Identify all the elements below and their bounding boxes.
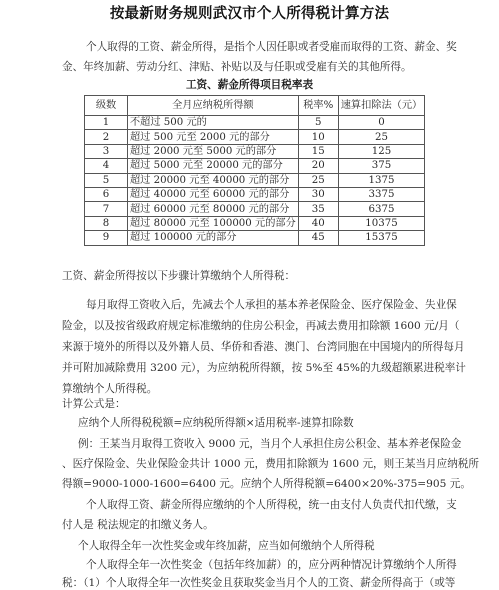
cell-quick-deduction: 15375 <box>338 231 425 245</box>
header-income-range: 全月应纳税所得额 <box>128 96 299 116</box>
cell-income-range: 超过 20000 元至 40000 元的部分 <box>128 173 299 187</box>
example-line-1: 例：王某当月取得工资收入 9000 元，当月个人承担住房公积金、基本养老保险金 <box>78 438 462 450</box>
cell-income-range: 超过 80000 元至 100000 元的部分 <box>128 216 299 230</box>
cell-income-range: 超过 40000 元至 60000 元的部分 <box>128 187 299 201</box>
cell-quick-deduction: 6375 <box>338 202 425 216</box>
cell-level: 7 <box>85 202 128 216</box>
steps-heading: 工资、薪金所得按以下步骤计算缴纳个人所得税： <box>62 270 296 282</box>
cell-level: 4 <box>85 159 128 173</box>
bonus-heading: 个人取得全年一次性奖金或年终加薪，应当如何缴纳个人所得税 <box>78 540 375 552</box>
cell-quick-deduction: 25 <box>338 130 425 144</box>
cell-tax-rate: 10 <box>298 130 338 144</box>
cell-tax-rate: 5 <box>298 116 338 130</box>
example-line-2: 、医疗保险金、失业保险金共计 1000 元，费用扣除额为 1600 元，则王某当月应纳税所 <box>62 458 479 470</box>
monthly-line-3: 来源于境外的所得以及外籍人员、华侨和香港、澳门、台湾同胞在中国境内的所得每月 <box>62 341 465 353</box>
table-row <box>85 231 425 245</box>
cell-tax-rate: 15 <box>298 144 338 158</box>
table-row <box>85 187 425 201</box>
cell-tax-rate: 40 <box>298 216 338 230</box>
formula-text: 应纳个人所得税税额=应纳税所得额×适用税率-速算扣除数 <box>78 417 354 429</box>
table-row <box>85 173 425 187</box>
cell-quick-deduction: 1375 <box>338 173 425 187</box>
cell-level: 2 <box>85 130 128 144</box>
cell-quick-deduction: 0 <box>338 116 425 130</box>
cell-level: 9 <box>85 231 128 245</box>
table-row <box>85 116 425 130</box>
document-title: 按最新财务规则武汉市个人所得税计算方法 <box>109 5 390 22</box>
table-header-row <box>85 96 425 116</box>
monthly-line-2: 险金，以及按省级政府规定标准缴纳的住房公积金，再减去费用扣除额 1600 元/月（ <box>62 320 460 332</box>
bonus-line-2: 税：（1）个人取得全年一次性奖金且获取奖金当月个人的工资、薪金所得高于（或等 <box>62 577 456 589</box>
header-tax-rate: 税率% <box>298 96 338 116</box>
intro-line-1: 个人取得的工资、薪金所得，是指个人因任职或者受雇而取得的工资、薪金、奖 <box>86 41 457 53</box>
bonus-line-1: 个人取得全年一次性奖金（包括年终加薪）的，应分两种情况计算缴纳个人所得 <box>86 559 457 571</box>
cell-level: 1 <box>85 116 128 130</box>
table-row <box>85 216 425 230</box>
cell-tax-rate: 30 <box>298 187 338 201</box>
cell-tax-rate: 20 <box>298 159 338 173</box>
cell-quick-deduction: 375 <box>338 159 425 173</box>
withholding-line-2: 付人是 税法规定的扣缴义务人。 <box>62 519 214 531</box>
monthly-line-1: 每月取得工资收入后，先减去个人承担的基本养老保险金、医疗保险金、失业保 <box>86 299 457 311</box>
tax-rate-table <box>84 95 425 246</box>
withholding-line-1: 个人取得工资、薪金所得应缴纳的个人所得税，统一由支付人负责代扣代缴，支 <box>86 499 457 511</box>
cell-quick-deduction: 10375 <box>338 216 425 230</box>
monthly-line-5: 算缴纳个人所得税。 <box>62 383 158 395</box>
formula-label: 计算公式是： <box>62 398 126 410</box>
cell-level: 3 <box>85 144 128 158</box>
cell-level: 8 <box>85 216 128 230</box>
header-quick-deduction: 速算扣除法（元） <box>338 96 425 116</box>
cell-tax-rate: 35 <box>298 202 338 216</box>
intro-line-2: 金、年终加薪、劳动分红、津贴、补贴以及与任职或受雇有关的其他所得。 <box>62 61 412 73</box>
cell-income-range: 不超过 500 元的 <box>128 116 299 130</box>
cell-quick-deduction: 125 <box>338 144 425 158</box>
cell-level: 6 <box>85 187 128 201</box>
cell-income-range: 超过 500 元至 2000 元的部分 <box>128 130 299 144</box>
header-level: 级数 <box>85 96 128 116</box>
table-row <box>85 202 425 216</box>
table-title: 工资、薪金所得项目税率表 <box>185 79 314 91</box>
cell-income-range: 超过 2000 元至 5000 元的部分 <box>128 144 299 158</box>
cell-level: 5 <box>85 173 128 187</box>
cell-income-range: 超过 5000 元至 20000 元的部分 <box>128 159 299 173</box>
cell-quick-deduction: 3375 <box>338 187 425 201</box>
cell-tax-rate: 25 <box>298 173 338 187</box>
cell-tax-rate: 45 <box>298 231 338 245</box>
table-row <box>85 159 425 173</box>
monthly-line-4: 并可附加减除费用 3200 元），为应纳税所得额，按 5%至 45%的九级超额累进税率计 <box>62 362 466 374</box>
cell-income-range: 超过 100000 元的部分 <box>128 231 299 245</box>
cell-income-range: 超过 60000 元至 80000 元的部分 <box>128 202 299 216</box>
table-row <box>85 130 425 144</box>
table-row <box>85 144 425 158</box>
example-line-3: 得额=9000-1000-1600=6400 元。应纳个人所得税额=6400×20%-375=905 元。 <box>62 478 471 490</box>
